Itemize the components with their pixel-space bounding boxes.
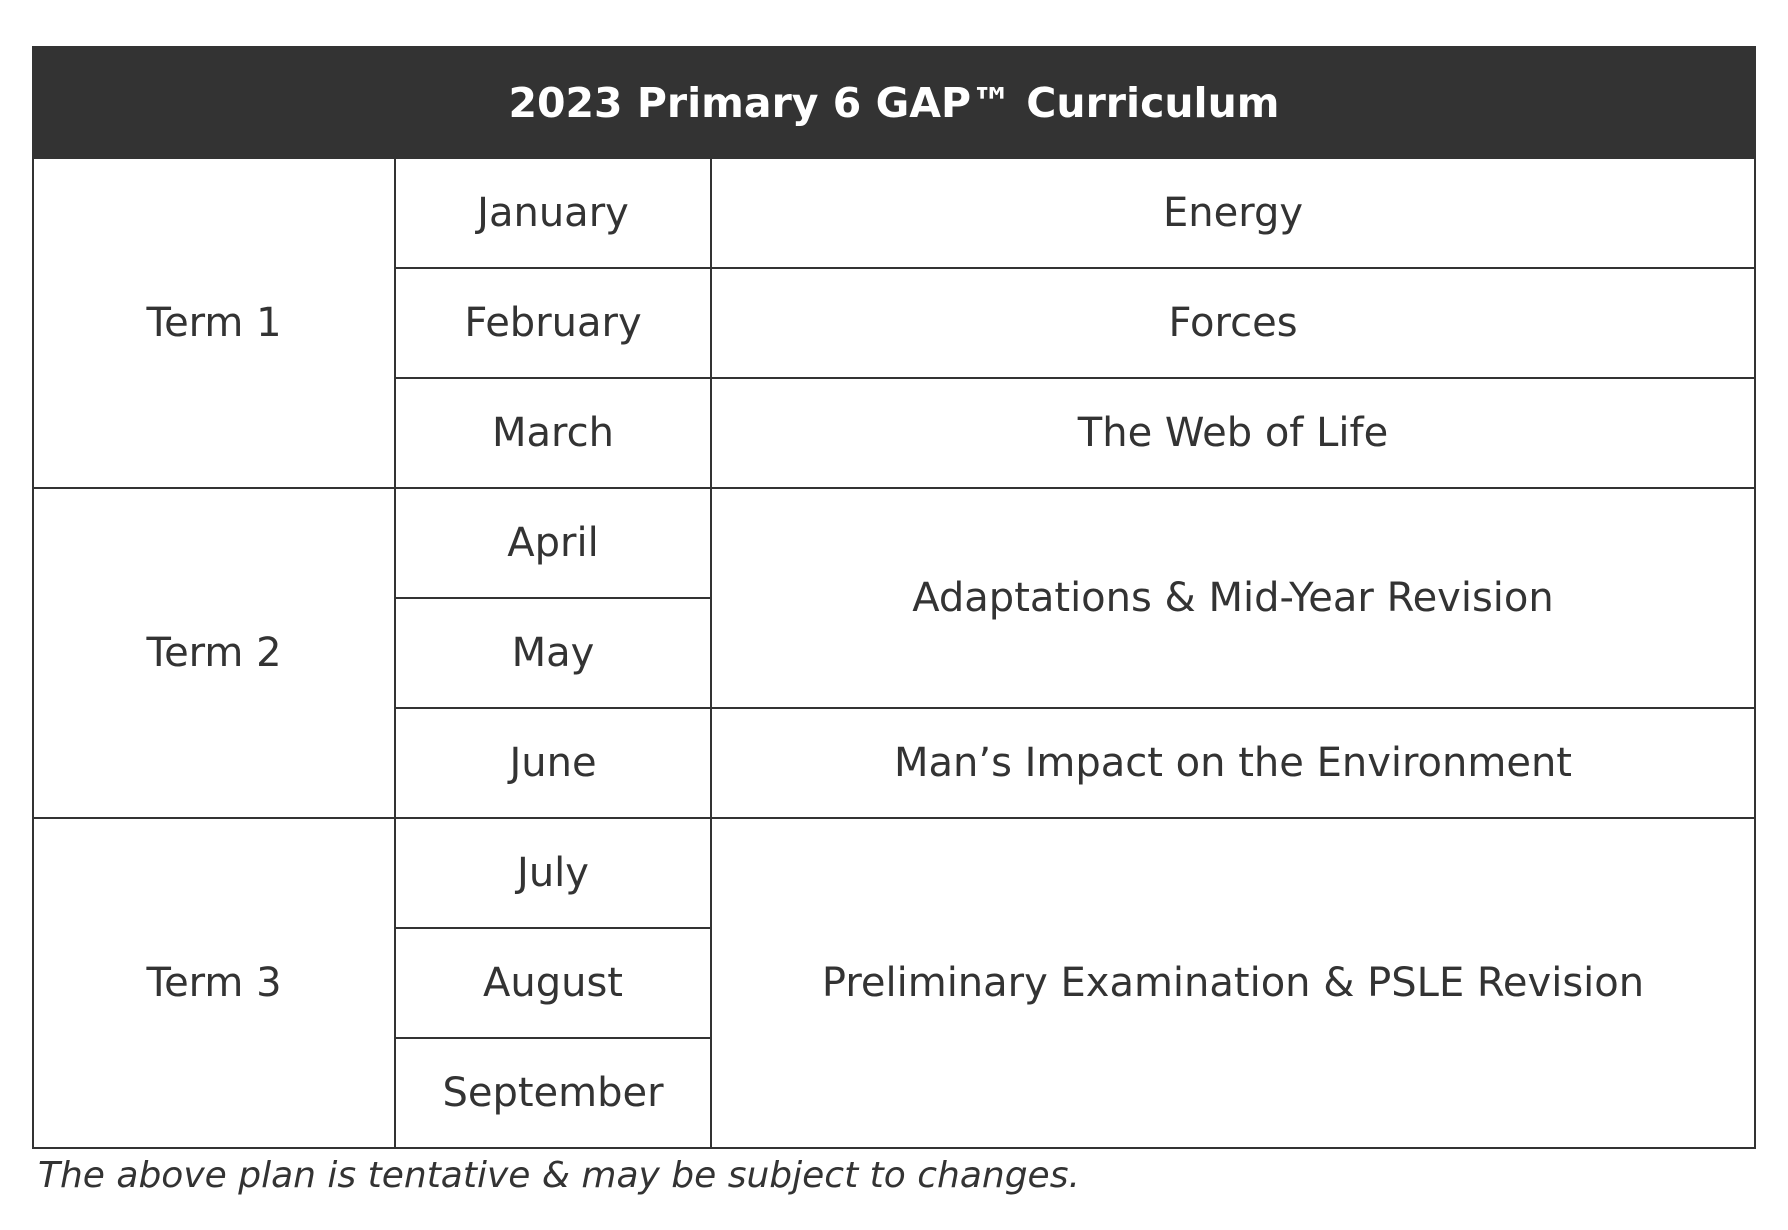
table-row [33,158,1755,268]
month-cell-july: July [395,818,711,928]
footnote: The above plan is tentative & may be subject to changes. [38,1155,1080,1196]
month-cell-april: April [395,488,711,598]
month-cell-september: September [395,1038,711,1148]
month-cell-february: February [395,268,711,378]
curriculum-table [32,46,1756,1149]
month-cell-may: May [395,598,711,708]
table-title: 2023 Primary 6 GAP™ Curriculum [33,47,1755,158]
table-row [33,818,1755,928]
month-cell-march: March [395,378,711,488]
term-2-cell: Term 2 [33,488,395,818]
term-1-cell: Term 1 [33,158,395,488]
topic-cell-preliminary: Preliminary Examination & PSLE Revision [711,818,1755,1148]
month-cell-june: June [395,708,711,818]
topic-cell-web-of-life: The Web of Life [711,378,1755,488]
table-header-row [33,47,1755,158]
topic-cell-mans-impact: Man’s Impact on the Environment [711,708,1755,818]
month-cell-january: January [395,158,711,268]
topic-cell-forces: Forces [711,268,1755,378]
month-cell-august: August [395,928,711,1038]
table-row [33,488,1755,598]
topic-cell-adaptations: Adaptations & Mid-Year Revision [711,488,1755,708]
curriculum-sheet [32,46,1754,1149]
topic-cell-energy: Energy [711,158,1755,268]
term-3-cell: Term 3 [33,818,395,1148]
